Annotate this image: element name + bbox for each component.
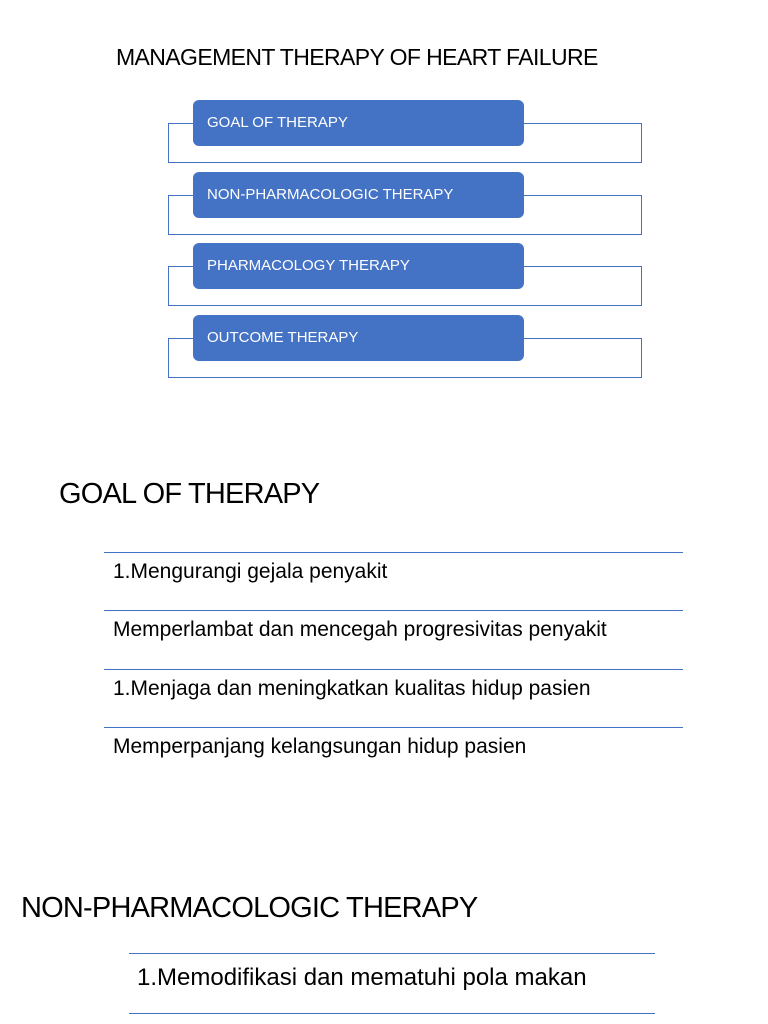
list-divider [129, 953, 655, 954]
page-title: MANAGEMENT THERAPY OF HEART FAILURE [116, 44, 598, 70]
diagram-item-non-pharmacologic-therapy[interactable]: NON-PHARMACOLOGIC THERAPY [193, 172, 524, 218]
list-item: 1.Mengurangi gejala penyakit [113, 560, 388, 583]
diagram-item-goal-of-therapy[interactable]: GOAL OF THERAPY [193, 100, 524, 146]
list-item: Memperpanjang kelangsungan hidup pasien [113, 735, 527, 758]
list-item: 1.Menjaga dan meningkatkan kualitas hidup pasien [113, 677, 591, 700]
list-item: 1.Memodifikasi dan mematuhi pola makan [137, 964, 587, 991]
goal-section-heading: GOAL OF THERAPY [59, 478, 320, 510]
goal-list [104, 552, 683, 758]
list-item: Memperlambat dan mencegah progresivitas penyakit [113, 618, 607, 641]
nonpharm-section-heading: NON-PHARMACOLOGIC THERAPY [21, 892, 478, 924]
diagram-item-outcome-therapy[interactable]: OUTCOME THERAPY [193, 315, 524, 361]
list-divider [104, 552, 683, 553]
list-divider [129, 1013, 655, 1014]
list-divider [104, 669, 683, 670]
diagram-item-pharmacology-therapy[interactable]: PHARMACOLOGY THERAPY [193, 243, 524, 289]
list-divider [104, 727, 683, 728]
list-divider [104, 610, 683, 611]
nonpharm-list [129, 953, 655, 1015]
